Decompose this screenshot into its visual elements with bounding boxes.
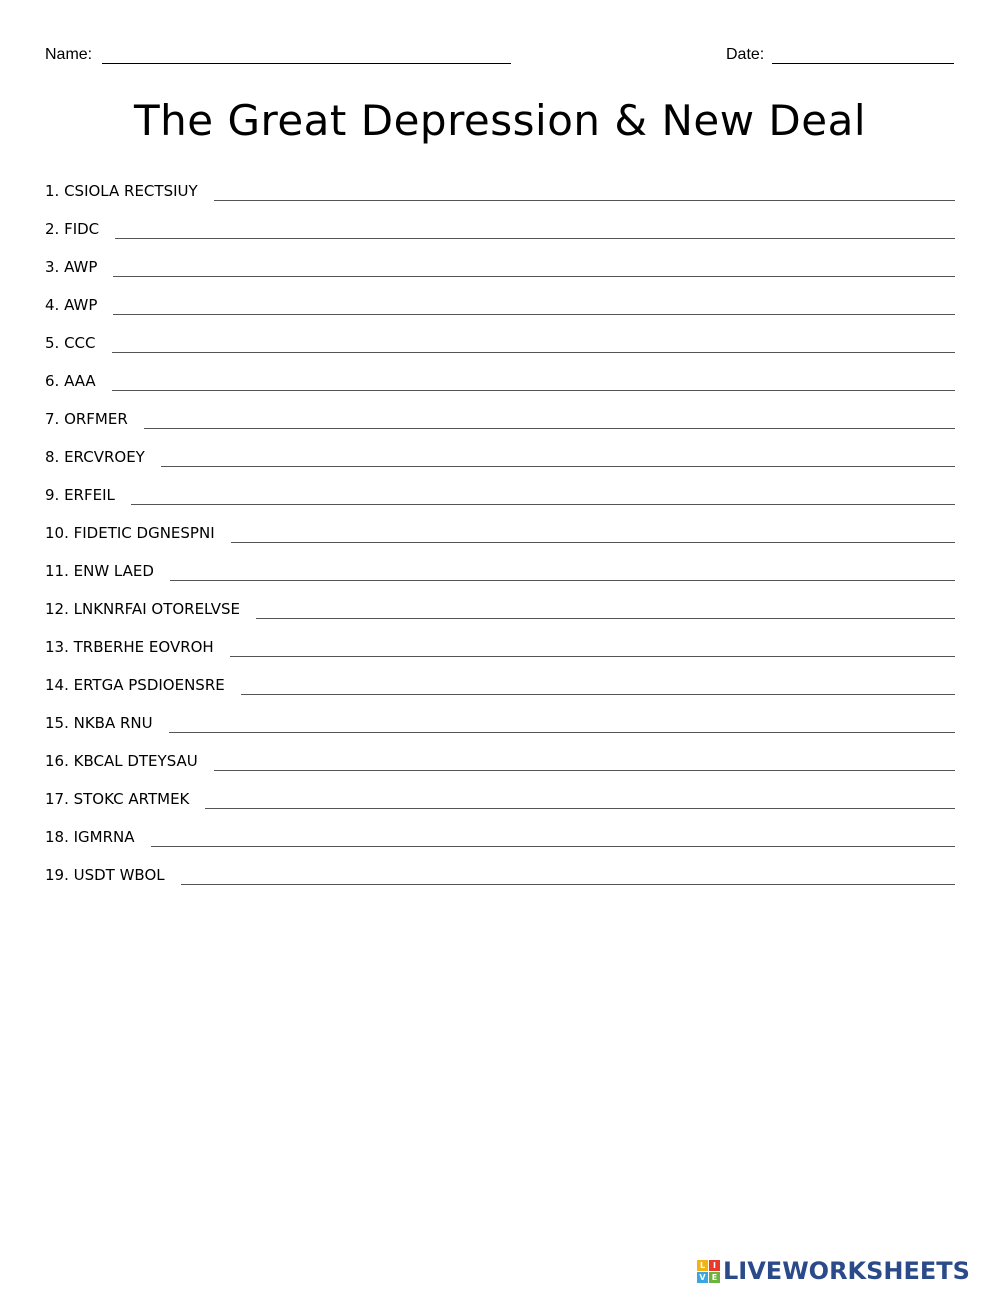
liveworksheets-logo-text: LIVEWORKSHEETS — [723, 1257, 970, 1285]
scrambled-word: 14. ERTGA PSDIOENSRE — [45, 676, 225, 694]
liveworksheets-logo — [697, 1254, 970, 1288]
scrambled-word: 5. CCC — [45, 334, 96, 352]
scrambled-word: 13. TRBERHE EOVROH — [45, 638, 214, 656]
list-item — [45, 666, 955, 704]
scrambled-word: 7. ORFMER — [45, 410, 128, 428]
list-item — [45, 248, 955, 286]
answer-field[interactable] — [144, 428, 955, 429]
answer-field[interactable] — [214, 200, 955, 201]
liveworksheets-logo-icon — [697, 1260, 720, 1283]
scrambled-word: 17. STOKC ARTMEK — [45, 790, 190, 808]
answer-field[interactable] — [151, 846, 955, 847]
answer-field[interactable] — [115, 238, 955, 239]
answer-field[interactable] — [169, 732, 955, 733]
scramble-list — [45, 172, 955, 894]
scrambled-word: 19. USDT WBOL — [45, 866, 165, 884]
scrambled-word: 9. ERFEIL — [45, 486, 115, 504]
logo-letter-block: E — [709, 1272, 720, 1283]
name-label: Name: — [45, 46, 93, 63]
list-item — [45, 856, 955, 894]
list-item — [45, 362, 955, 400]
scrambled-word: 6. AAA — [45, 372, 96, 390]
answer-field[interactable] — [112, 390, 955, 391]
list-item — [45, 172, 955, 210]
answer-field[interactable] — [131, 504, 955, 505]
list-item — [45, 400, 955, 438]
list-item — [45, 780, 955, 818]
answer-field[interactable] — [256, 618, 955, 619]
logo-letter-block: L — [697, 1260, 708, 1271]
list-item — [45, 476, 955, 514]
list-item — [45, 628, 955, 666]
scrambled-word: 15. NKBA RNU — [45, 714, 153, 732]
date-label: Date: — [726, 46, 765, 63]
scrambled-word: 11. ENW LAED — [45, 562, 154, 580]
scrambled-word: 10. FIDETIC DGNESPNI — [45, 524, 215, 542]
list-item — [45, 438, 955, 476]
worksheet-title: The Great Depression & New Deal — [133, 96, 867, 145]
scrambled-word: 2. FIDC — [45, 220, 100, 238]
scrambled-word: 8. ERCVROEY — [45, 448, 145, 466]
answer-field[interactable] — [113, 276, 955, 277]
scrambled-word: 18. IGMRNA — [45, 828, 135, 846]
worksheet-header — [45, 46, 955, 70]
date-field[interactable] — [772, 63, 954, 64]
answer-field[interactable] — [214, 770, 955, 771]
list-item — [45, 742, 955, 780]
list-item — [45, 552, 955, 590]
answer-field[interactable] — [205, 808, 955, 809]
answer-field[interactable] — [241, 694, 955, 695]
list-item — [45, 704, 955, 742]
list-item — [45, 818, 955, 856]
answer-field[interactable] — [113, 314, 955, 315]
answer-field[interactable] — [112, 352, 955, 353]
answer-field[interactable] — [231, 542, 955, 543]
scrambled-word: 16. KBCAL DTEYSAU — [45, 752, 198, 770]
answer-field[interactable] — [161, 466, 955, 467]
logo-letter-block: I — [709, 1260, 720, 1271]
list-item — [45, 286, 955, 324]
list-item — [45, 324, 955, 362]
scrambled-word: 3. AWP — [45, 258, 98, 276]
scrambled-word: 12. LNKNRFAI OTORELVSE — [45, 600, 241, 618]
answer-field[interactable] — [181, 884, 955, 885]
name-field[interactable] — [102, 63, 511, 64]
scrambled-word: 1. CSIOLA RECTSIUY — [45, 182, 198, 200]
scrambled-word: 4. AWP — [45, 296, 98, 314]
list-item — [45, 590, 955, 628]
answer-field[interactable] — [170, 580, 955, 581]
answer-field[interactable] — [230, 656, 955, 657]
logo-letter-block: V — [697, 1272, 708, 1283]
list-item — [45, 210, 955, 248]
list-item — [45, 514, 955, 552]
